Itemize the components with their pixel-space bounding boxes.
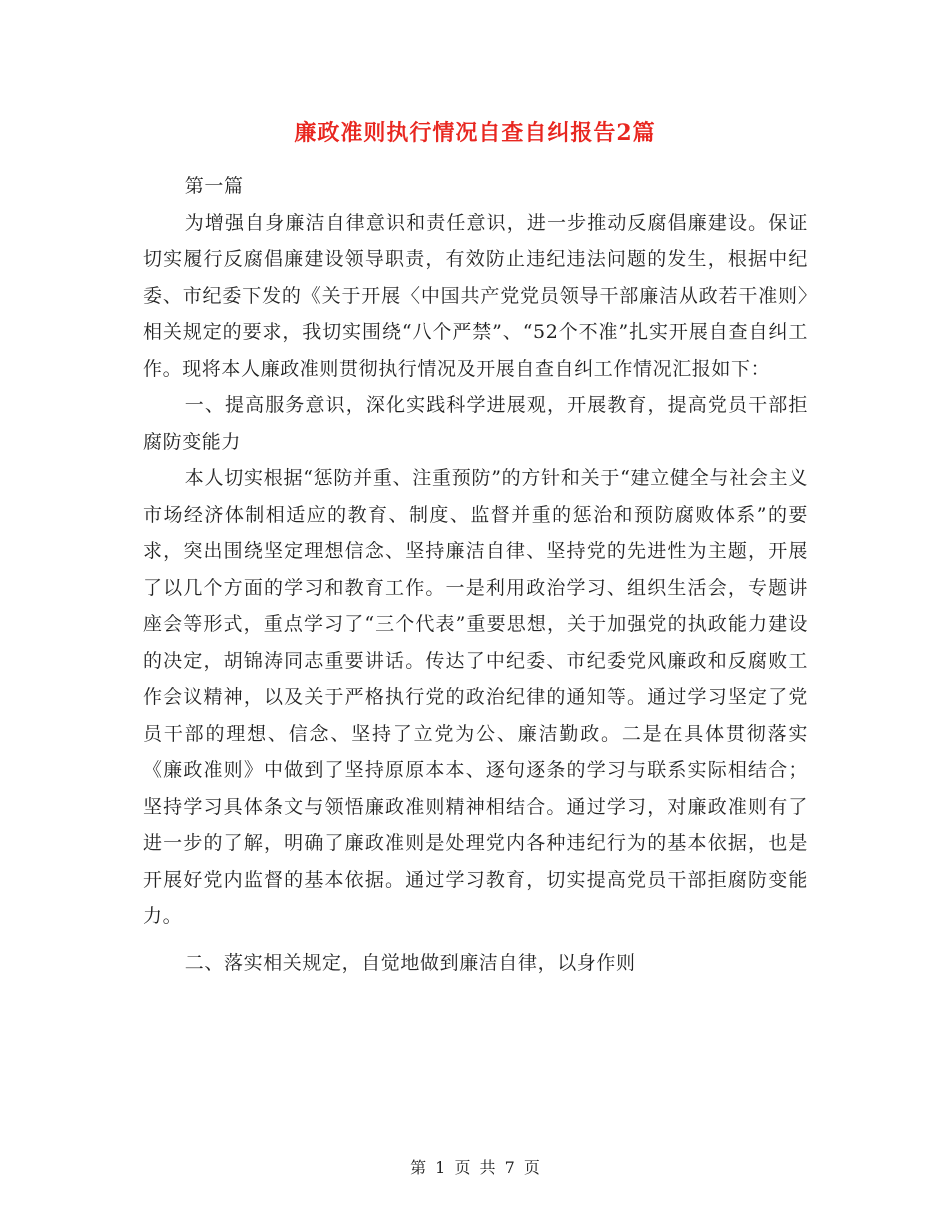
document-body	[143, 168, 808, 981]
section-label: 第一篇	[184, 175, 244, 197]
document-title: 廉政准则执行情况自查自纠报告2篇	[294, 120, 656, 146]
heading-one: 一、提高服务意识，深化实践科学进展观，开展教育，提高党员干部拒腐防变能力	[143, 394, 808, 453]
paragraph-intro: 为增强自身廉洁自律意识和责任意识，进一步推动反腐倡廉建设。保证切实履行反腐倡廉建设领导职责，有效防止违纪违法问题的发生，根据中纪委、市纪委下发的《关于开展〈中国共产党党员领导干部廉洁从政若干准则〉相关规定的要求，我切实围绕“八个严禁”、“52个不准”扎实开展自查自纠工作。现将本人廉政准则贯彻执行情况及开展自查自纠工作情况汇报如下：	[143, 211, 808, 380]
page-indicator: 第 1 页 共 7 页	[410, 1158, 540, 1177]
paragraph-study: 本人切实根据“惩防并重、注重预防”的方针和关于“建立健全与社会主义市场经济体制相适应的教育、制度、监督并重的惩治和预防腐败体系”的要求，突出围绕坚定理想信念、坚持廉洁自律、坚持党的先进性为主题，开展了以几个方面的学习和教育工作。一是利用政治学习、组织生活会，专题讲座会等形式，重点学习了“三个代表”重要思想，关于加强党的执政能力建设的决定，胡锦涛同志重要讲话。传达了中纪委、市纪委党风廉政和反腐败工作会议精神，以及关于严格执行党的政治纪律的通知等。通过学习坚定了党员干部的理想、信念、坚持了立党为公、廉洁勤政。二是在具体贯彻落实《廉政准则》中做到了坚持原原本本、逐句逐条的学习与联系实际相结合；坚持学习具体条文与领悟廉政准则精神相结合。通过学习，对廉政准则有了进一步的了解，明确了廉政准则是处理党内各种违纪行为的基本依据，也是开展好党内监督的基本依据。通过学习教育，切实提高党员干部拒腐防变能力。	[143, 467, 808, 927]
heading-two: 二、落实相关规定，自觉地做到廉洁自律，以身作则	[184, 951, 636, 974]
